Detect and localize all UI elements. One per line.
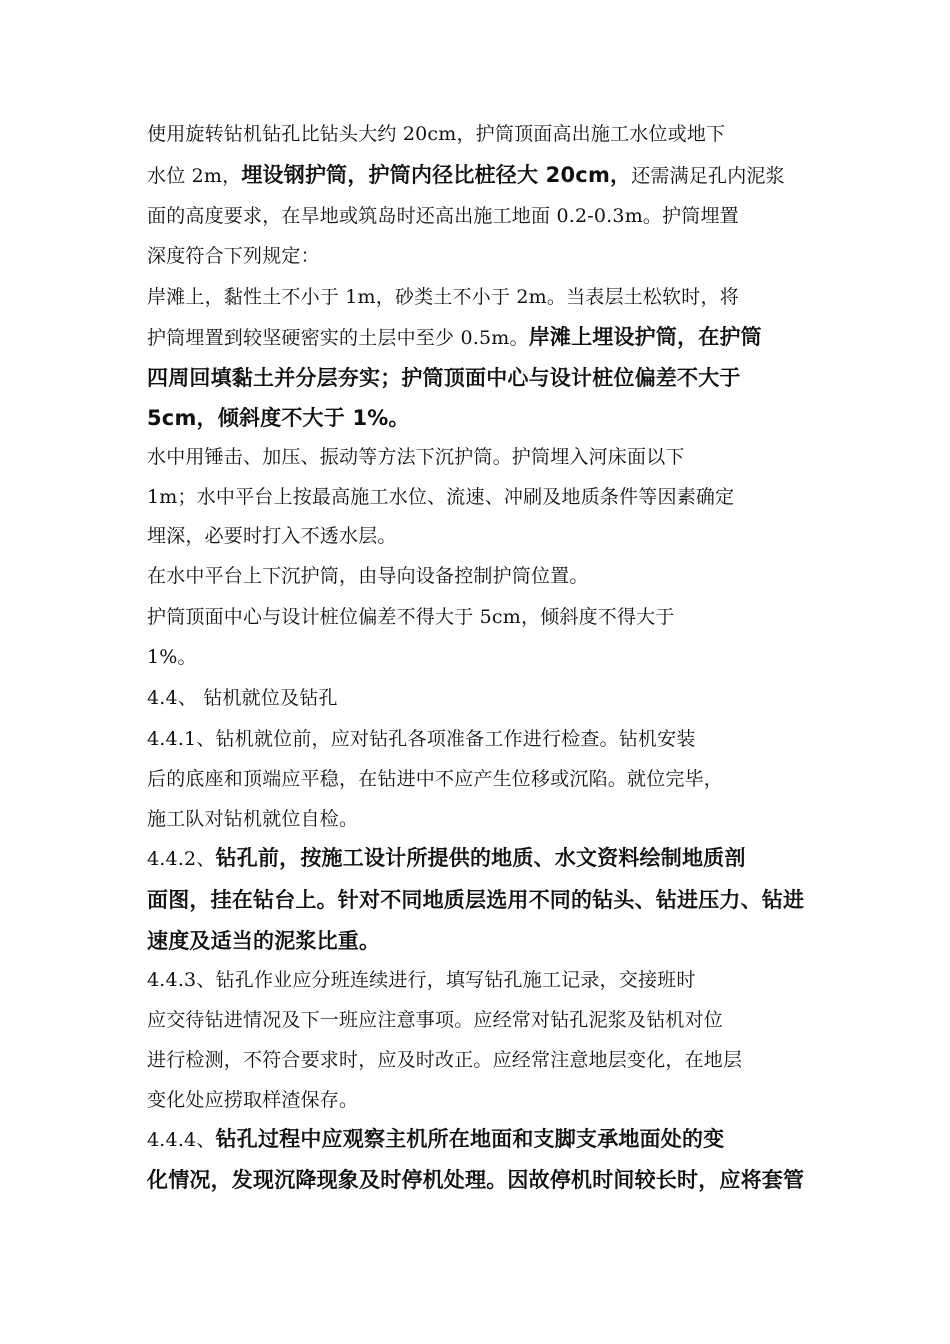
text-line-23	[147, 1008, 807, 1032]
bold-text: 岸滩上埋设护筒，在护筒	[528, 325, 762, 349]
text-line-18	[147, 807, 807, 831]
text-line-22	[147, 968, 807, 992]
section-heading	[147, 686, 807, 710]
text-line-6	[147, 325, 807, 350]
line-text: 护筒埋置到较坚硬密实的土层中至少 0.5m。	[147, 327, 529, 349]
line-text: 水中用锤击、加压、振动等方法下沉护筒。护筒埋入河床面以下	[147, 446, 685, 468]
text-line-27	[147, 1168, 807, 1193]
line-text: 深度符合下列规定：	[147, 245, 320, 267]
text-line-4	[147, 244, 807, 268]
line-text-tail: 还需满足孔内泥浆	[631, 165, 785, 187]
text-line-9	[147, 445, 807, 469]
line-text: 水位 2m，	[147, 165, 242, 187]
text-line-3	[147, 204, 807, 228]
line-text: 进行检测，不符合要求时，应及时改正。应经常注意地层变化，在地层	[147, 1049, 743, 1071]
bold-text: 钻孔前，按施工设计所提供的地质、水文资料绘制地质剖	[215, 846, 746, 870]
bold-text: 速度及适当的泥浆比重。	[147, 929, 381, 953]
text-line-8	[147, 406, 807, 431]
line-text: 面的高度要求，在旱地或筑岛时还高出施工地面 0.2-0.3m。护筒埋置	[147, 205, 739, 227]
line-text: 4.4.4、	[147, 1129, 216, 1151]
line-text: 应交待钻进情况及下一班应注意事项。应经常对钻孔泥浆及钻机对位	[147, 1009, 724, 1031]
text-line-16	[147, 727, 807, 751]
text-line-21	[147, 929, 807, 954]
bold-text: 四周回填黏土并分层夯实；护筒顶面中心与设计桩位偏差不大于	[147, 366, 741, 390]
line-text: 1m；水中平台上按最高施工水位、流速、冲刷及地质条件等因素确定	[147, 486, 735, 508]
text-line-25	[147, 1088, 807, 1112]
text-line-1	[147, 122, 807, 146]
line-text: 护筒顶面中心与设计桩位偏差不得大于 5cm，倾斜度不得大于	[147, 606, 675, 628]
heading-text: 4.4、 钻机就位及钻孔	[147, 687, 338, 709]
text-line-26	[147, 1127, 807, 1152]
line-text: 埋深，必要时打入不透水层。	[147, 525, 397, 547]
text-line-24	[147, 1048, 807, 1072]
line-text: 1%。	[147, 646, 197, 668]
bold-text: 化情况，发现沉降现象及时停机处理。因故停机时间较长时，应将套管	[147, 1168, 805, 1192]
line-text: 4.4.1、钻机就位前，应对钻孔各项准备工作进行检查。钻机安装	[147, 728, 696, 750]
bold-text: 5cm，倾斜度不大于 1%。	[147, 406, 410, 430]
text-line-17	[147, 767, 807, 791]
line-text: 4.4.2、	[147, 848, 216, 870]
line-text: 变化处应捞取样渣保存。	[147, 1089, 359, 1111]
line-text: 岸滩上，黏性土不小于 1m，砂类土不小于 2m。当表层土松软时，将	[147, 286, 739, 308]
bold-text: 面图，挂在钻台上。针对不同地质层选用不同的钻头、钻进压力、钻进	[147, 888, 805, 912]
line-text: 后的底座和顶端应平稳，在钻进中不应产生位移或沉陷。就位完毕，	[147, 768, 724, 790]
line-text: 在水中平台上下沉护筒，由导向设备控制护筒位置。	[147, 565, 589, 587]
text-line-13	[147, 605, 807, 629]
text-line-19	[147, 846, 807, 871]
text-line-2	[147, 163, 807, 188]
text-line-11	[147, 524, 807, 548]
line-text: 4.4.3、钻孔作业应分班连续进行，填写钻孔施工记录，交接班时	[147, 969, 696, 991]
text-line-12	[147, 564, 807, 588]
line-text: 施工队对钻机就位自检。	[147, 808, 359, 830]
line-text: 使用旋转钻机钻孔比钻头大约 20cm，护筒顶面高出施工水位或地下	[147, 123, 726, 145]
text-line-10	[147, 485, 807, 509]
text-line-5	[147, 285, 807, 309]
text-line-14	[147, 645, 807, 669]
bold-text: 钻孔过程中应观察主机所在地面和支脚支承地面处的变	[215, 1127, 725, 1151]
text-line-20	[147, 888, 807, 913]
text-line-7	[147, 366, 807, 391]
bold-text: 埋设钢护筒，护筒内径比桩径大 20cm，	[241, 163, 632, 187]
